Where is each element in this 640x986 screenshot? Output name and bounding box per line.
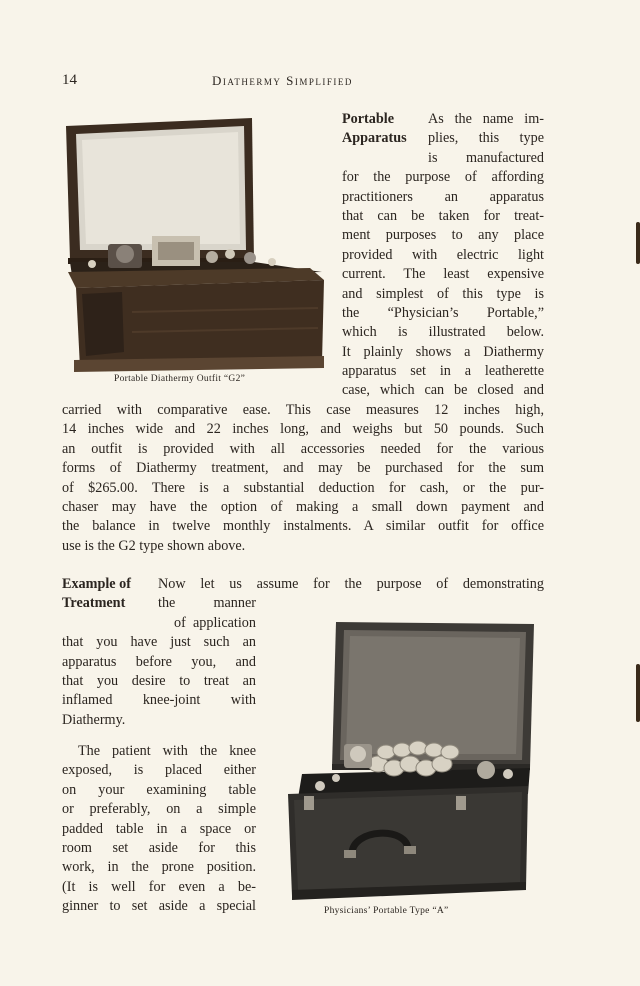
- section1-full-width: [62, 401, 544, 556]
- sidehead-line: Example of: [62, 576, 131, 592]
- text-line: which is illustrated below.: [342, 324, 544, 341]
- text-line: and simplest of this type is: [342, 285, 544, 302]
- text-line: apparatus before you, and: [62, 653, 256, 670]
- text-line: of application: [174, 614, 256, 631]
- text-line: 14 inches wide and 22 inches long, and weighs but 50 pounds. Such: [62, 421, 544, 438]
- text-line: for the purpose of affording: [342, 169, 544, 186]
- text-line: that you have just such an: [62, 634, 256, 651]
- text-line: ginner to set aside a special: [62, 898, 256, 915]
- paragraph3-first-line: [78, 742, 256, 761]
- sidehead-portable-apparatus: [342, 110, 407, 149]
- running-head: [62, 72, 544, 92]
- section2-lead-lines: [158, 594, 256, 613]
- text-line: current. The least expensive: [342, 266, 544, 283]
- page-number: 14: [62, 72, 77, 88]
- text-line: Diathermy.: [62, 711, 126, 728]
- figure-type-a-caption: Physicians’ Portable Type “A”: [324, 906, 449, 916]
- text-line: the “Physician’s Portable,”: [342, 304, 544, 321]
- text-line: forms of Diathermy treatment, and may be purchased for the sum: [62, 460, 544, 477]
- sidehead-line: Apparatus: [342, 130, 407, 147]
- running-title: Diathermy Simplified: [212, 73, 353, 88]
- text-line: of $265.00. There is a substantial deduction for cash, or the pur-: [62, 479, 544, 496]
- text-line: plies, this type: [428, 130, 544, 147]
- paragraph3-left-column: [62, 761, 256, 916]
- text-line: the manner: [158, 595, 256, 612]
- text-line: use is the G2 type shown above.: [62, 537, 246, 554]
- text-line: It plainly shows a Diathermy: [342, 343, 544, 360]
- section2-left-column: [62, 633, 256, 730]
- text-line: The patient with the knee: [78, 743, 256, 759]
- text-line: (It is well for even a be-: [62, 878, 256, 895]
- text-line: chaser may have the option of making a small down payment and: [62, 498, 544, 515]
- figure-g2-outfit: [62, 112, 328, 374]
- text-line: is manufactured: [428, 149, 544, 166]
- text-line: provided with electric light: [342, 246, 544, 263]
- text-line: the balance in twelve monthly instalments. A similar outfit for office: [62, 518, 544, 535]
- section1-lead-line-indented: [428, 149, 544, 168]
- section2-first-line: [158, 575, 544, 594]
- text-line: inflamed knee-joint with: [62, 692, 256, 709]
- text-line: carried with comparative ease. This case measures 12 inches high,: [62, 402, 544, 418]
- text-line: ment purposes to any place: [342, 227, 544, 244]
- text-line: exposed, is placed either: [62, 762, 256, 779]
- figure-g2-caption: Portable Diathermy Outfit “G2”: [114, 374, 246, 384]
- sidehead-example-of-treatment: [62, 575, 131, 614]
- text-line: case, which can be closed and: [342, 382, 544, 399]
- text-line: an outfit is provided with all accessories needed for the various: [62, 440, 544, 457]
- text-line: that you desire to treat an: [62, 672, 256, 689]
- text-line: Now let us assume for the purpose of demonstrating: [158, 576, 544, 592]
- section1-right-column: [342, 168, 544, 401]
- figure-type-a-portable: [280, 618, 536, 908]
- page-edge-mark: [636, 664, 640, 722]
- text-line: or preferably, on a simple: [62, 801, 256, 818]
- text-line: padded table in a space or: [62, 820, 256, 837]
- text-line: on your examining table: [62, 781, 256, 798]
- text-line: work, in the prone position.: [62, 859, 256, 876]
- section1-lead-lines: [428, 110, 544, 149]
- section2-lead-line-indented: [174, 614, 256, 633]
- sidehead-line: Treatment: [62, 595, 126, 612]
- text-line: As the name im-: [428, 111, 544, 127]
- text-line: practitioners an apparatus: [342, 188, 544, 205]
- text-line: apparatus set in a leatherette: [342, 363, 544, 380]
- page-edge-mark: [636, 222, 640, 264]
- text-line: that can be taken for treat-: [342, 207, 544, 224]
- text-line: room set aside for this: [62, 839, 256, 856]
- sidehead-line: Portable: [342, 111, 395, 127]
